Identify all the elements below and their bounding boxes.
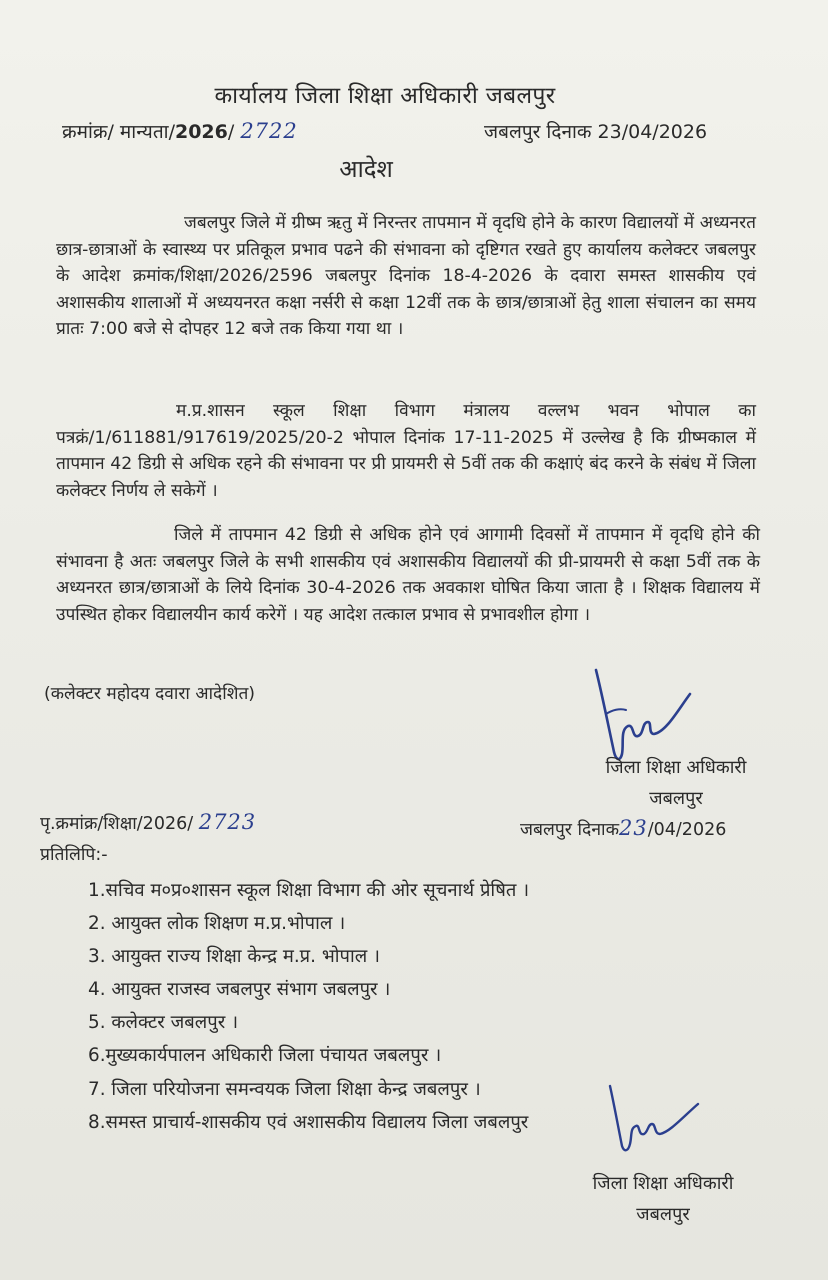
paragraph-1: जबलपुर जिले में ग्रीष्म ऋतु में निरन्तर तापमान में वृदधि होने के कारण विद्यालयों में अध्यनरत छात्र-छात्राओं के स्वास्थ्य पर प्रतिकूल प्रभाव पढने की संभावना को दृष्टिगत रखते हुए कार्यालय कलेक्टर जबलपुर के आदेश क्रमांक/शिक्षा/2026/2596 जबलपुर दिनांक 18-4-2026 के दवारा समस्त शासकीय एवं अशासकीय शालाओं में अध्ययनरत कक्षा नर्सरी से कक्षा 12वीं तक के छात्र/छात्राओं हेतु शाला संचालन का समय प्रातः 7:00 बजे से दोपहर 12 बजे तक किया गया था ।: [56, 213, 756, 340]
signatory-place: जबलपुर: [636, 1204, 690, 1225]
order-place-date: जबलपुर दिनाक 23/04/2026: [484, 121, 708, 143]
list-item: 7. जिला परियोजना समन्वयक जिला शिक्षा केन्द्र जबलपुर ।: [88, 1078, 481, 1100]
copy-ref-prefix: पृ.क्रमांक्र/शिक्षा/2026/: [40, 814, 194, 834]
list-item: 6.मुख्यकार्यपालन अधिकारी जिला पंचायत जबलपुर ।: [88, 1045, 442, 1067]
copy-label: प्रतिलिपि:-: [40, 845, 108, 865]
signatory-place: जबलपुर: [649, 788, 703, 809]
copy-date-rest: /04/2026: [647, 820, 727, 840]
collector-order-note: (कलेक्टर महोदय दवारा आदेशित): [44, 684, 256, 704]
signature-mark-2: [604, 1082, 714, 1162]
paragraph-3: जिले में तापमान 42 डिग्री से अधिक होने एवं आगामी दिवसों में तापमान में वृदधि होने की संभावना है अतः जबलपुर जिले के सभी शासकीय एवं अशासकीय विद्यालयों की प्री-प्रायमरी से कक्षा 5वीं तक के अध्यनरत छात्र/छात्राओं के लिये दिनांक 30-4-2026 तक अवकाश घोषित किया जाता है । शिक्षक विद्यालय में उपस्थित होकर विद्यालयीन कार्य करेगें । यह आदेश तत्काल प्रभाव से प्रभावशील होगा ।: [56, 525, 760, 625]
ref-prefix: क्रमांक्र/ मान्यता/: [62, 121, 175, 143]
copy-date: [520, 816, 726, 841]
office-heading: कार्यालय जिला शिक्षा अधिकारी जबलपुर: [214, 83, 556, 109]
copy-reference: [40, 810, 256, 835]
signatory-title: जिला शिक्षा अधिकारी: [592, 1173, 734, 1194]
list-item: 8.समस्त प्राचार्य-शासकीय एवं अशासकीय विद्यालय जिला जबलपुर: [88, 1111, 529, 1133]
ref-year: 2026: [174, 121, 228, 143]
signatory-title: जिला शिक्षा अधिकारी: [605, 757, 747, 778]
paragraph-2: म.प्र.शासन स्कूल शिक्षा विभाग मंत्रालय वल्लभ भवन भोपाल का पत्रक्रं/1/611881/917619/2025/20-2 भोपाल दिनांक 17-11-2025 में उल्लेख है कि ग्रीष्मकाल में तापमान 42 डिग्री से अधिक रहने की संभावना पर प्री प्रायमरी से 5वीं तक की कक्षाएं बंद करने के संबंध में जिला कलेक्टर निर्णय ले सकेगें ।: [56, 401, 756, 501]
list-item: 5. कलेक्टर जबलपुर ।: [88, 1012, 239, 1034]
signature-block-2: [568, 1168, 758, 1230]
recipient-list: [88, 874, 529, 1139]
list-item: 3. आयुक्त राज्य शिक्षा केन्द्र म.प्र. भोपाल ।: [88, 946, 381, 968]
list-item: 1.सचिव म०प्र०शासन स्कूल शिक्षा विभाग की ओर सूचनार्थ प्रेषित ।: [88, 880, 530, 901]
handwritten-day: 23: [619, 816, 648, 840]
list-item: 4. आयुक्त राजस्व जबलपुर संभाग जबलपुर ।: [88, 979, 391, 1001]
ref-separator: /: [227, 121, 235, 143]
handwritten-ref-number: 2722: [240, 119, 298, 143]
order-title: आदेश: [339, 155, 393, 183]
list-item: 2. आयुक्त लोक शिक्षण म.प्र.भोपाल ।: [88, 913, 346, 935]
copy-date-prefix: जबलपुर दिनाक: [520, 820, 620, 840]
order-reference: [62, 118, 298, 144]
handwritten-copy-number: 2723: [198, 810, 257, 834]
signature-block-1: [586, 752, 766, 814]
